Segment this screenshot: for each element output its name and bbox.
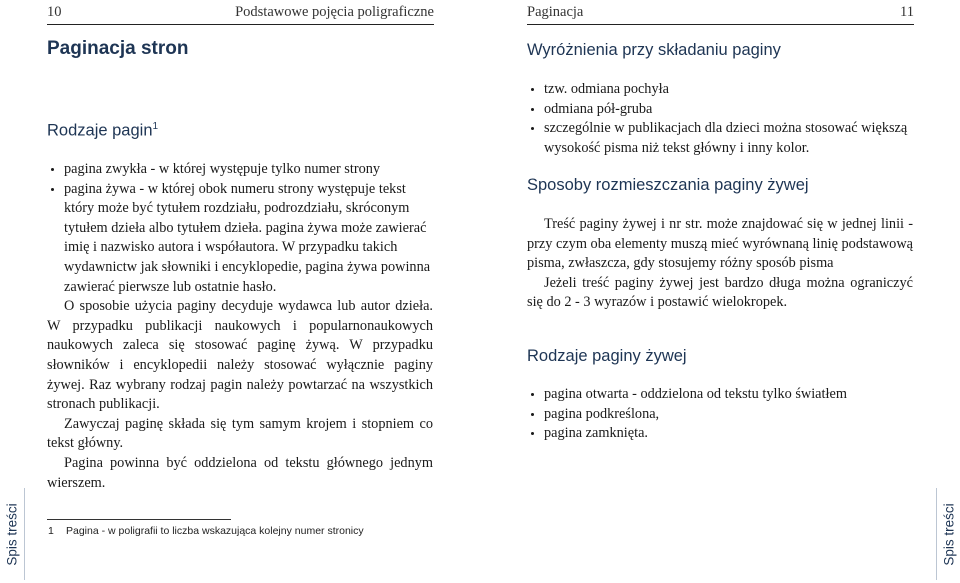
left-body bbox=[47, 160, 433, 493]
table-of-contents-tab-right[interactable] bbox=[936, 488, 960, 580]
section-title-rodzaje-pagin bbox=[47, 121, 158, 141]
footnote-number: 1 bbox=[48, 525, 54, 537]
right-running-title: Paginacja bbox=[527, 3, 584, 20]
running-head-types-block bbox=[527, 385, 913, 444]
list-item: • pagina żywa - w której obok numeru strony występuje tekst który może być tytułem rozdziału, podrozdziału, skróconym tytułem dzieła albo tytułem dzieła. pagina żywa może zawierać imię i nazwisko autora i współautora. W przypadku takich wydawnictw jak słowniki i encyklopedie, pagina żywa powinna zawierać pierwsze lub ostatnie hasło. bbox=[64, 180, 433, 298]
placement-block bbox=[527, 215, 913, 313]
list-item: • pagina zwykła - w której występuje tylko numer strony bbox=[64, 160, 433, 180]
list-item: • tzw. odmiana pochyła bbox=[544, 80, 913, 100]
left-page-number: 10 bbox=[47, 3, 62, 20]
left-running-title: Podstawowe pojęcia poligraficzne bbox=[235, 3, 434, 20]
body-paragraph: O sposobie użycia paginy decyduje wydawca lub autor dzieła. W przypadku publikacji naukowych i popularnonaukowych naukowych zaleca się stosować paginę żywą. W przypadku słowników i encyklopedii należy stosować wyłącznie paginy żywej. Raz wybrany rodzaj pagin należy powtarzać na wszystkich stronach publikacji. bbox=[47, 298, 433, 413]
list-item: • pagina podkreślona, bbox=[544, 405, 913, 425]
left-running-head bbox=[47, 0, 434, 24]
list-item: • odmiana pół-gruba bbox=[544, 100, 913, 120]
section-title-sposoby: Sposoby rozmieszczania paginy żywej bbox=[527, 176, 809, 194]
body-paragraph: Zawyczaj paginę składa się tym samym krojem i stopniem co tekst główny. bbox=[47, 415, 433, 452]
section-title-text: Rodzaje pagin bbox=[47, 121, 153, 140]
body-paragraph: Pagina powinna być oddzielona od tekstu głównego jednym wierszem. bbox=[47, 454, 433, 491]
list-item: • pagina zamknięta. bbox=[544, 424, 913, 444]
side-tab-label: Spis treści bbox=[941, 502, 957, 566]
footnote-reference[interactable]: 1 bbox=[152, 121, 159, 132]
right-page bbox=[480, 0, 960, 583]
body-paragraph: Treść paginy żywej i nr str. może znajdować się w jednej linii - przy czym oba elementy muszą mieć wyrównaną linię podstawową pisma, zwłaszcza, gdy stosujemy różny sposób pisma bbox=[527, 216, 913, 272]
section-title-wyroznienia: Wyróżnienia przy składaniu paginy bbox=[527, 41, 781, 59]
running-head-types-list bbox=[527, 385, 913, 444]
body-paragraph: Jeżeli treść paginy żywej jest bardzo długa można ograniczyć się do 2 - 3 wyrazów i postawić wielokropek. bbox=[527, 274, 913, 311]
right-running-head bbox=[527, 0, 914, 24]
left-header-rule bbox=[47, 24, 434, 25]
right-header-rule bbox=[527, 24, 914, 25]
list-item: • szczególnie w publikacjach dla dzieci można stosować większą wysokość pisma niż tekst główny i inny kolor. bbox=[544, 119, 913, 158]
footnote bbox=[48, 525, 364, 537]
footnote-rule bbox=[47, 519, 231, 520]
right-page-number: 11 bbox=[900, 3, 914, 20]
emphasis-list-block bbox=[527, 80, 913, 158]
table-of-contents-tab-left[interactable] bbox=[0, 488, 25, 580]
emphasis-list bbox=[527, 80, 913, 158]
chapter-title: Paginacja stron bbox=[47, 38, 189, 59]
list-item: • pagina otwarta - oddzielona od tekstu tylko światłem bbox=[544, 385, 913, 405]
footnote-text: Pagina - w poligrafii to liczba wskazująca kolejny numer stronicy bbox=[66, 525, 364, 537]
side-tab-label: Spis treści bbox=[4, 502, 20, 566]
section-title-rodzaje-paginy-zywej: Rodzaje paginy żywej bbox=[527, 347, 687, 365]
pagin-types-list bbox=[47, 160, 433, 297]
